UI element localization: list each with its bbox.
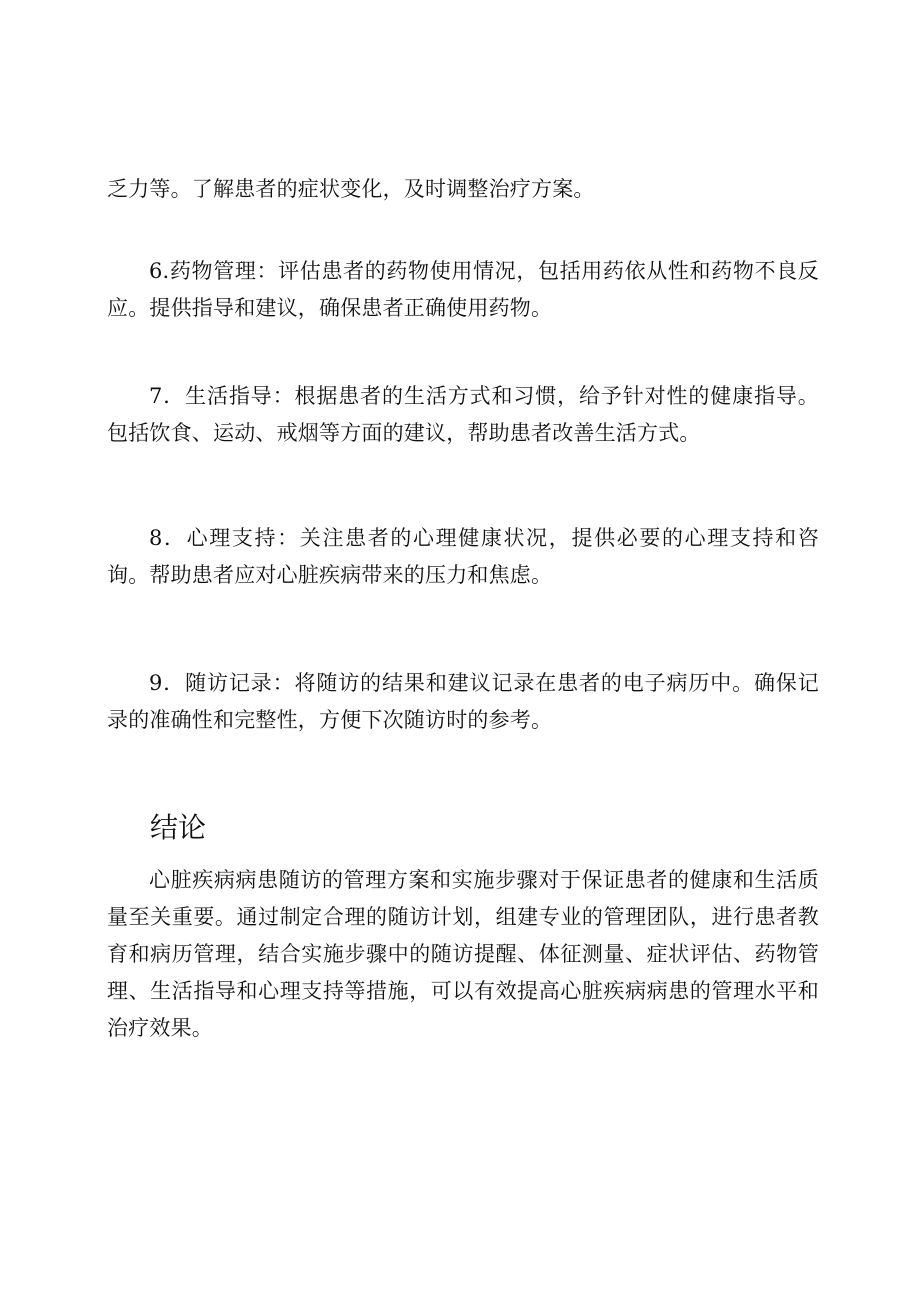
conclusion-paragraph: 心脏疾病病患随访的管理方案和实施步骤对于保证患者的健康和生活质量至关重要。通过制定合理的随访计划，组建专业的管理团队，进行患者教育和病历管理，结合实施步骤中的随访提醒、体征测量、症状评估、药物管理、生活指导和心理支持等措施，可以有效提高心脏疾病病患的管理水平和治疗效果。 [107, 868, 819, 1040]
conclusion-heading: 结论 [150, 811, 207, 844]
continuation-paragraph: 乏力等。了解患者的症状变化，及时调整治疗方案。 [107, 177, 595, 201]
item-lifestyle-guidance: 7．生活指导：根据患者的生活方式和习惯，给予针对性的健康指导。包括饮食、运动、戒烟等方面的建议，帮助患者改善生活方式。 [107, 384, 819, 445]
item-followup-record: 9．随访记录：将随访的结果和建议记录在患者的电子病历中。确保记录的准确性和完整性，方便下次随访时的参考。 [107, 671, 819, 732]
item-psychological-support: 8．心理支持：关注患者的心理健康状况，提供必要的心理支持和咨询。帮助患者应对心脏疾病带来的压力和焦虑。 [107, 526, 819, 587]
item-medication-management: 6.药物管理：评估患者的药物使用情况，包括用药依从性和药物不良反应。提供指导和建议，确保患者正确使用药物。 [107, 259, 819, 320]
